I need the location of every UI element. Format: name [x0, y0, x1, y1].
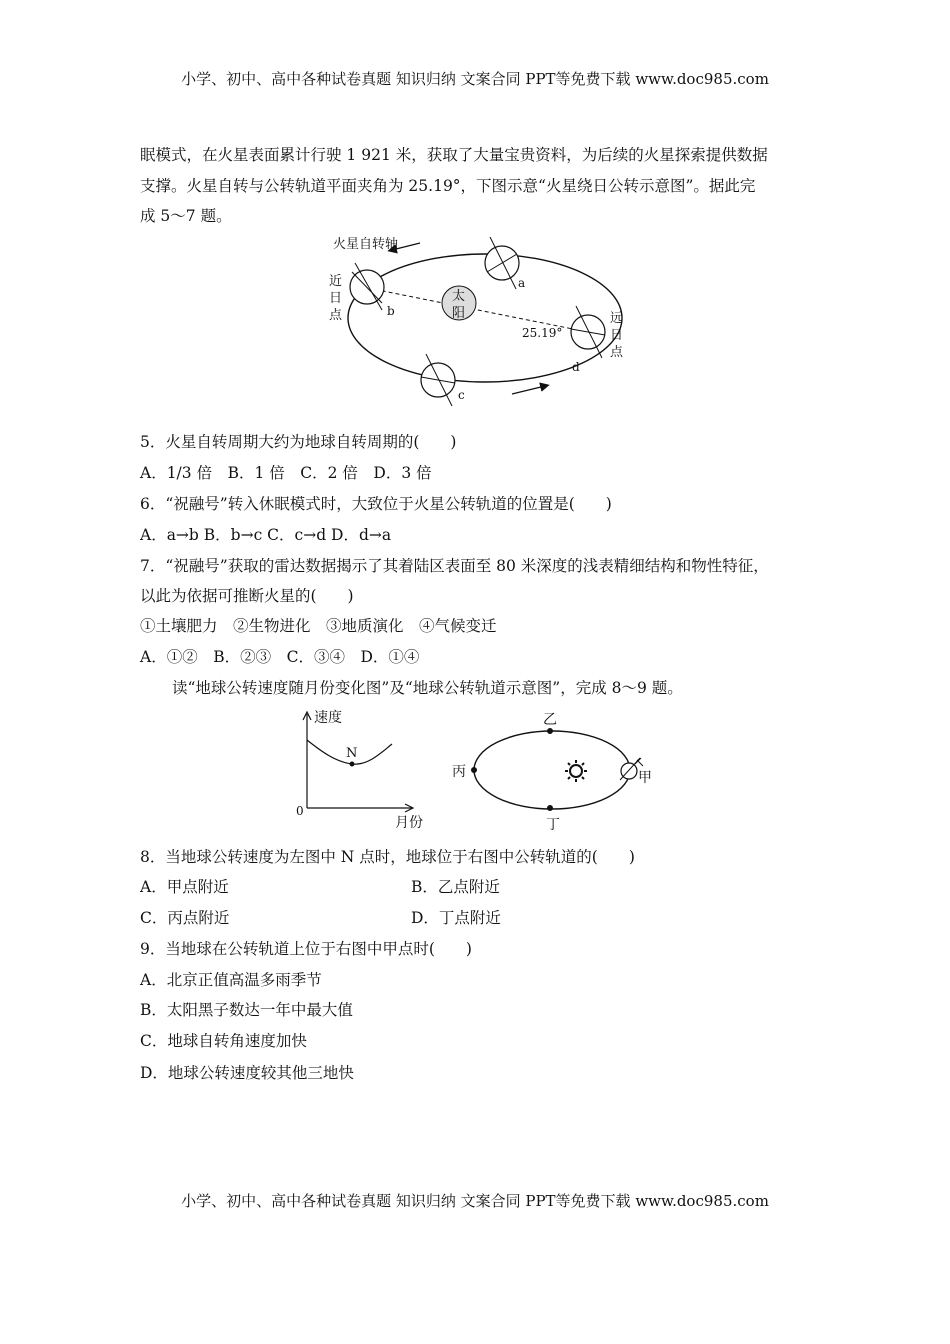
q9-option-b: B．太阳黑子数达一年中最大值 — [140, 1001, 353, 1019]
sun-label-2: 阳 — [452, 306, 466, 321]
intro-line-2: 支撑。火星自转与公转轨道平面夹角为 25.19°，下图示意“火星绕日公转示意图”。据此完 — [140, 177, 756, 195]
x-axis-label: 月份 — [395, 815, 423, 831]
label-c: c — [458, 388, 465, 402]
q9-option-c: C．地球自转角速度加快 — [140, 1032, 307, 1050]
sun-icon — [565, 760, 587, 782]
page-footer: 小学、初中、高中各种试卷真题 知识归纳 文案合同 PPT等免费下载 www.doc985.com — [181, 1192, 769, 1210]
perihelion-label-2: 日 — [329, 291, 343, 306]
origin-label: 0 — [296, 804, 304, 818]
label-yi: 乙 — [543, 712, 557, 728]
q7-stem-1: 7．“祝融号”获取的雷达数据揭示了其着陆区表面至 80 米深度的浅表精细结构和物性特征， — [140, 557, 769, 575]
mars-orbit-figure — [320, 228, 640, 410]
angle-label: 25.19° — [522, 326, 563, 340]
earth-orbit-figure — [445, 708, 665, 834]
intro-line-1: 眠模式，在火星表面累计行驶 1 921 米，获取了大量宝贵资料，为后续的火星探索提供数据 — [140, 146, 768, 164]
speed-month-chart — [290, 705, 430, 833]
q7-items: ①土壤肥力 ②生物进化 ③地质演化 ④气候变迁 — [140, 617, 497, 635]
aphelion-label-1: 远 — [610, 311, 624, 326]
point-bing — [471, 767, 477, 773]
y-axis-label: 速度 — [314, 710, 342, 726]
q6-stem: 6．“祝融号”转入休眠模式时，大致位于火星公转轨道的位置是( ) — [140, 495, 612, 513]
label-ding: 丁 — [546, 817, 560, 833]
q5-options: A．1/3 倍 B．1 倍 C．2 倍 D．3 倍 — [140, 464, 432, 482]
earth-orbit-ellipse — [474, 731, 630, 809]
q7-options: A．①② B．②③ C．③④ D．①④ — [140, 648, 420, 666]
sun-label-1: 太 — [452, 289, 466, 304]
perihelion-label-3: 点 — [329, 308, 343, 323]
intro-line-3: 成 5～7 题。 — [140, 207, 232, 225]
reading-instruction-2: 读“地球公转速度随月份变化图”及“地球公转轨道示意图”，完成 8～9 题。 — [172, 679, 683, 697]
aphelion-label-3: 点 — [610, 345, 624, 360]
q8-option-b: B．乙点附近 — [411, 878, 500, 896]
q6-options: A．a→b B．b→c C．c→d D．d→a — [140, 526, 392, 544]
q5-stem: 5．火星自转周期大约为地球自转周期的( ) — [140, 433, 457, 451]
rotation-axis-label: 火星自转轴 — [333, 237, 399, 252]
label-jia: 甲 — [638, 770, 652, 786]
q8-option-a: A．甲点附近 — [140, 878, 229, 896]
q9-option-d: D．地球公转速度较其他三地快 — [140, 1064, 354, 1082]
label-a: a — [518, 276, 526, 290]
label-b: b — [387, 304, 395, 318]
point-yi — [547, 728, 553, 734]
page-header: 小学、初中、高中各种试卷真题 知识归纳 文案合同 PPT等免费下载 www.doc985.com — [181, 70, 769, 88]
q8-option-d: D．丁点附近 — [411, 909, 501, 927]
perihelion-label-1: 近 — [329, 274, 343, 289]
q8-option-c: C．丙点附近 — [140, 909, 230, 927]
q9-stem: 9．当地球在公转轨道上位于右图中甲点时( ) — [140, 940, 472, 958]
aphelion-label-2: 日 — [610, 328, 624, 343]
label-bing: 丙 — [452, 764, 466, 780]
point-n — [350, 762, 355, 767]
point-ding — [547, 805, 553, 811]
q8-stem: 8．当地球公转速度为左图中 N 点时，地球位于右图中公转轨道的( ) — [140, 848, 635, 866]
q7-stem-2: 以此为依据可推断火星的( ) — [140, 587, 354, 605]
point-n-label: N — [346, 746, 358, 761]
q9-option-a: A．北京正值高温多雨季节 — [140, 971, 322, 989]
orbit-direction-arrow-bottom — [512, 386, 545, 394]
label-d: d — [572, 360, 580, 374]
